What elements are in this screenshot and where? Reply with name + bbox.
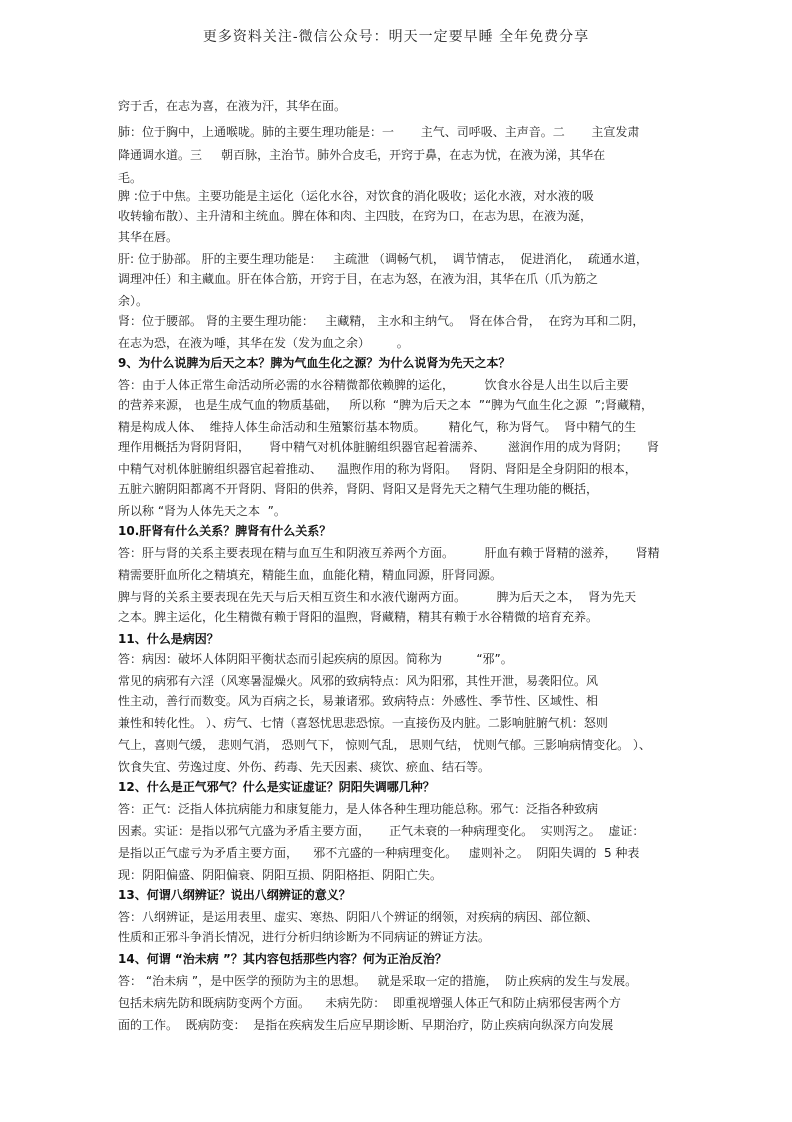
text-line: 精需要肝血所化之精填充，精能生血，血能化精，精血同源，肝肾同源。 xyxy=(118,568,503,582)
text-line: 兼性和转化性。 ）、疠气、七情（喜怒忧思悲恐惊。一直接伤及内脏。二影响脏腑气机：怒则 xyxy=(118,716,608,730)
text-line: 毛。 xyxy=(118,171,143,185)
text-line: 答：正气：泛指人体抗病能力和康复能力，是人体各种生理功能总称。邪气：泛指各种致病 xyxy=(118,802,599,816)
text-line: 收转输布散）、主升清和主统血。脾在体和肉、主四肢，在窍为口，在志为思，在液为涎， xyxy=(118,209,593,223)
text-line: 其华在唇。 xyxy=(118,230,179,244)
text-line: 脾 :位于中焦。主要功能是主运化（运化水谷，对饮食的消化吸收；运化水液，对水液的吸 xyxy=(118,189,594,203)
text-line: 的营养来源， 也是生成气血的物质基础， 所以称 “脾为后天之本 ”“脾为气血生化之源 ”;肾藏精， xyxy=(118,398,654,412)
text-line: 面的工作。 既病防变： 是指在疾病发生后应早期诊断、早期治疗，防止疾病向纵深方向发展 xyxy=(118,1018,614,1032)
text-line: 中精气对机体脏腑组织器官起着推动、 温煦作用的称为肾阳。 肾阴、肾阳是全身阴阳的根本， xyxy=(118,462,637,476)
text-line: 是指以正气虚亏为矛盾主要方面， 邪不亢盛的一种病理变化。 虚则补之。 阴阳失调的 5 种表 xyxy=(118,846,640,860)
text-line: 答：八纲辨证，是运用表里、虚实、寒热、阴阳八个辨证的纲领，对疾病的病因、部位额、 xyxy=(118,910,599,924)
text-line: 9、为什么说脾为后天之本？脾为气血生化之源？为什么说肾为先天之本？ xyxy=(118,356,511,370)
text-line: 常见的病邪有六淫（风寒暑湿燥火。风邪的致病特点：风为阳邪，其性开泄，易袭阳位。风 xyxy=(118,674,599,688)
text-line: 在志为恐，在液为唾，其华在发（发为血之余） 。 xyxy=(118,336,409,350)
text-line: 饮食失宜、劳逸过度、外伤、药毒、先天因素、痰饮、瘀血、结石等。 xyxy=(118,760,491,774)
text-line: 12、什么是正气邪气？什么是实证虚证？阴阳失调哪几种？ xyxy=(118,780,435,794)
text-line: 包括未病先防和既病防变两个方面。 未病先防： 即重视增强人体正气和防止病邪侵害两个方 xyxy=(118,996,621,1010)
text-line: 性主动，善行而数变。风为百病之长，易兼诸邪。致病特点：外感性、季节性、区域性、相 xyxy=(118,694,599,708)
text-line: 13、何谓八纲辨证？说出八纲辨证的意义？ xyxy=(118,888,351,902)
text-line: 现：阴阳偏盛、阴阳偏衰、阴阳互损、阴阳格拒、阴阳亡失。 xyxy=(118,868,443,882)
text-line: 性质和正邪斗争消长情况，进行分析归纳诊断为不同病证的辨证方法。 xyxy=(118,930,491,944)
text-line: 14、何谓 “治未病 ”？其内容包括那些内容？何为正治反治？ xyxy=(118,952,447,966)
text-line: 肝: 位于胁部。 肝的主要生理功能是： 主疏泄 （调畅气机， 调节情志， 促进消化， 疏通水道， xyxy=(118,252,648,266)
text-line: 11、什么是病因？ xyxy=(118,632,219,646)
text-line: 10.肝肾有什么关系？脾肾有什么关系？ xyxy=(118,524,332,538)
text-line: 脾与肾的关系主要表现在先天与后天相互资生和水液代谢两方面。 脾为后天之本， 肾为先天 xyxy=(118,590,637,604)
text-line: 答：病因：破坏人体阴阳平衡状态而引起疾病的原因。简称为 “邪”。 xyxy=(118,652,513,666)
page-header: 更多资料关注-微信公众号：明天一定要早睡 全年免费分享 xyxy=(202,29,590,45)
text-line: 答：肝与肾的关系主要表现在精与血互生和阴液互养两个方面。 肝血有赖于肾精的滋养， 肾精 xyxy=(118,546,660,560)
text-line: 五脏六腑阴阳都离不开肾阴、肾阳的供养，肾阴、肾阳又是肾先天之精气生理功能的概括， xyxy=(118,482,599,496)
text-line: 气上，喜则气缓， 悲则气消， 恐则气下， 惊则气乱， 思则气结， 忧则气郁。三影响病情变化。 ）、 xyxy=(118,738,651,752)
text-line: 降通调水道。三 朝百脉，主治节。肺外合皮毛，开窍于鼻，在志为忧，在液为涕，其华在 xyxy=(118,148,606,162)
text-line: 理作用概括为肾阴肾阳， 肾中精气对机体脏腑组织器官起着濡养、 滋润作用的成为肾阴； 肾 xyxy=(118,440,660,454)
text-line: 所以称 “肾为人体先天之本 ”。 xyxy=(118,504,286,518)
text-line: 之本。脾主运化，化生精微有赖于肾阳的温煦，肾藏精，精其有赖于水谷精微的培育充养。 xyxy=(118,610,599,624)
text-line: 肾：位于腰部。 肾的主要生理功能： 主藏精， 主水和主纳气。 肾在体合骨， 在窍为耳和二阴， xyxy=(118,314,645,328)
text-line: 肺：位于胸中，上通喉咙。肺的主要生理功能是：一 主气、司呼吸、主声音。二 主宣发肃 xyxy=(118,125,640,139)
text-line: 余）。 xyxy=(118,294,149,308)
text-line: 因素。实证：是指以邪气亢盛为矛盾主要方面， 正气未衰的一种病理变化。 实则泻之。 虚证： xyxy=(118,824,645,838)
text-line: 窍于舌，在志为喜，在液为汗，其华在面。 xyxy=(118,99,347,113)
text-line: 答： “治未病 ”，是中医学的预防为主的思想。 就是采取一定的措施， 防止疾病的发生与发展。 xyxy=(118,974,638,988)
text-line: 调理冲任）和主藏血。肝在体合筋，开窍于目，在志为怒，在液为泪，其华在爪（爪为筋之 xyxy=(118,272,599,286)
text-line: 精是构成人体、 维持人体生命活动和生殖繁衍基本物质。 精化气，称为肾气。 肾中精气的生 xyxy=(118,420,637,434)
text-line: 答：由于人体正常生命活动所必需的水谷精微都依赖脾的运化， 饮食水谷是人出生以后主要 xyxy=(118,378,629,392)
